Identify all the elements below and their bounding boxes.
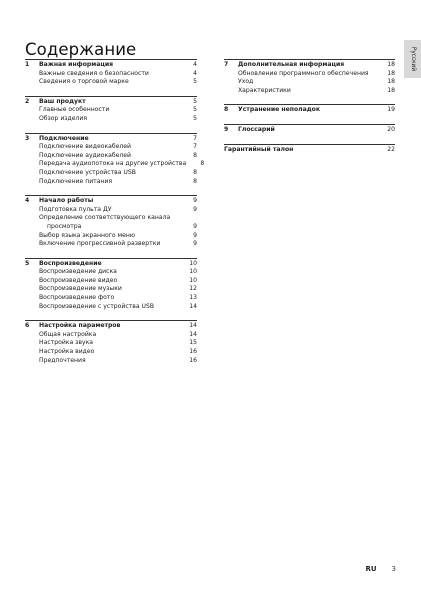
entry-page: 9	[193, 205, 197, 213]
toc-chapter-heading[interactable]	[25, 260, 197, 269]
toc-entry[interactable]	[224, 87, 395, 96]
chapter-title: Настройка параметров	[39, 322, 121, 330]
entry-title: Воспроизведение музыки	[39, 285, 122, 293]
language-side-tab	[404, 40, 421, 78]
entry-title: Обзор изделия	[39, 114, 88, 122]
toc-entry[interactable]	[25, 357, 197, 366]
chapter-number: 9	[224, 125, 229, 133]
chapter-page: 9	[193, 197, 197, 205]
entry-title: Главные особенности	[39, 106, 110, 114]
chapter-title: Гарантийный талон	[224, 145, 294, 153]
chapter-page: 10	[189, 259, 197, 267]
toc-entry[interactable]	[25, 143, 197, 152]
chapter-number: 5	[25, 259, 30, 267]
toc-entry[interactable]	[25, 268, 197, 277]
toc-chapter-heading[interactable]	[224, 106, 395, 115]
entry-page: 9	[193, 231, 197, 239]
toc-section	[25, 258, 197, 312]
entry-page: 13	[189, 294, 197, 302]
entry-page: 14	[189, 330, 197, 338]
chapter-page: 20	[387, 125, 395, 133]
entry-page: 4	[193, 69, 197, 77]
toc-chapter-heading[interactable]	[25, 322, 197, 331]
entry-title: Передача аудиопотока на другие устройства	[39, 160, 187, 168]
entry-title: Уход	[238, 78, 254, 86]
entry-title: Характеристики	[238, 86, 291, 94]
entry-page: 9	[193, 222, 197, 230]
chapter-title: Глоссарий	[238, 125, 275, 133]
entry-title: Общая настройка	[39, 330, 97, 338]
entry-page: 5	[193, 106, 197, 114]
entry-title: Важные сведения о безопасности	[39, 69, 149, 77]
entry-title: просмотра	[47, 222, 82, 230]
toc-entry[interactable]	[25, 232, 197, 241]
toc-entry[interactable]	[25, 115, 197, 124]
toc-entry[interactable]	[25, 303, 197, 312]
toc-section	[224, 144, 395, 155]
chapter-title: Устранение неполадок	[238, 106, 320, 114]
entry-page: 15	[189, 339, 197, 347]
entry-page: 10	[189, 268, 197, 276]
toc-entry[interactable]	[25, 285, 197, 294]
toc-entry[interactable]	[25, 223, 197, 232]
chapter-page: 5	[193, 97, 197, 105]
page-number: 3	[391, 565, 396, 573]
entry-page: 8	[193, 177, 197, 185]
toc-entry[interactable]	[25, 78, 197, 87]
entry-page: 16	[189, 356, 197, 364]
toc-chapter-heading[interactable]	[224, 146, 395, 155]
entry-page: 14	[189, 302, 197, 310]
entry-title: Подключение аудиокабелей	[39, 151, 131, 159]
chapter-title: Начало работы	[39, 197, 94, 205]
entry-page: 9	[193, 240, 197, 248]
entry-title: Включение прогрессивной развертки	[39, 240, 161, 248]
chapter-number: 4	[25, 197, 30, 205]
entry-title: Предпочтения	[39, 356, 86, 364]
entry-page: 18	[387, 69, 395, 77]
entry-page: 5	[193, 114, 197, 122]
toc-entry[interactable]	[224, 70, 395, 79]
toc-chapter-heading[interactable]	[25, 61, 197, 70]
page-title: Содержание	[25, 40, 137, 60]
entry-page: 12	[189, 285, 197, 293]
chapter-page: 4	[193, 61, 197, 68]
chapter-page: 7	[193, 134, 197, 142]
toc-entry[interactable]	[25, 169, 197, 178]
toc-entry[interactable]	[25, 206, 197, 215]
toc-entry[interactable]	[224, 78, 395, 87]
toc-entry[interactable]	[25, 160, 205, 169]
entry-page: 18	[387, 86, 395, 94]
toc-entry[interactable]	[25, 70, 197, 79]
entry-page: 16	[189, 348, 197, 356]
toc-section	[224, 59, 395, 95]
toc-section	[25, 195, 197, 249]
entry-title: Настройка звука	[39, 339, 93, 347]
entry-page: 7	[193, 143, 197, 151]
entry-page: 10	[189, 276, 197, 284]
toc-entry[interactable]	[25, 178, 197, 187]
entry-page: 5	[193, 78, 197, 86]
entry-title: Подготовка пульта ДУ	[39, 205, 112, 213]
toc-left-column	[25, 59, 205, 374]
toc-entry[interactable]	[25, 277, 197, 286]
entry-title: Настройка видео	[39, 348, 95, 356]
toc-entry[interactable]	[25, 106, 197, 115]
toc-right-column	[224, 59, 395, 163]
chapter-number: 6	[25, 322, 30, 330]
entry-title: Подключение питания	[39, 177, 113, 185]
toc-section	[224, 104, 395, 115]
language-tab-label: Русский	[409, 46, 416, 72]
toc-section	[25, 96, 197, 124]
chapter-number: 2	[25, 97, 30, 105]
entry-title: Выбор языка экранного меню	[39, 231, 136, 239]
entry-page: 18	[387, 78, 395, 86]
entry-title: Воспроизведение видео	[39, 276, 118, 284]
toc-chapter-heading[interactable]	[25, 135, 197, 144]
toc-section	[25, 133, 205, 187]
toc-section	[25, 59, 197, 87]
toc-section	[25, 320, 197, 365]
language-code: RU	[365, 565, 377, 573]
entry-title: Обновление программного обеспечения	[238, 69, 369, 77]
chapter-title: Подключение	[39, 134, 89, 142]
page-footer	[365, 565, 396, 573]
toc-section	[224, 124, 395, 135]
toc-chapter-heading[interactable]	[224, 61, 395, 70]
entry-page: 8	[193, 168, 197, 176]
toc-entry[interactable]	[25, 294, 197, 303]
toc-entry[interactable]	[25, 339, 197, 348]
chapter-title: Важная информация	[39, 61, 114, 68]
chapter-title: Воспроизведение	[39, 259, 102, 267]
toc-entry[interactable]	[25, 348, 197, 357]
entry-title: Сведения о торговой марке	[39, 78, 129, 86]
entry-page: 8	[200, 160, 205, 168]
toc-chapter-heading[interactable]	[25, 197, 197, 206]
chapter-title: Ваш продукт	[39, 97, 86, 105]
entry-title: Воспроизведение с устройства USB	[39, 302, 154, 310]
toc-chapter-heading[interactable]	[224, 126, 395, 135]
entry-title: Подключение устройства USB	[39, 168, 136, 176]
chapter-page: 22	[387, 145, 395, 153]
chapter-page: 19	[387, 106, 395, 114]
chapter-number: 8	[224, 106, 229, 114]
entry-page: 8	[193, 151, 197, 159]
toc-entry[interactable]	[25, 240, 197, 249]
entry-title: Воспроизведение диска	[39, 268, 117, 276]
chapter-number: 3	[25, 134, 30, 142]
chapter-number: 7	[224, 61, 229, 68]
entry-title: Воспроизведение фото	[39, 294, 115, 302]
chapter-number: 1	[25, 61, 30, 68]
chapter-page: 14	[189, 322, 197, 330]
entry-title: Определение соответствующего канала	[39, 214, 171, 222]
chapter-title: Дополнительная информация	[238, 61, 345, 68]
toc-entry[interactable]	[25, 214, 197, 223]
chapter-page: 18	[387, 61, 395, 68]
entry-title: Подключение видеокабелей	[39, 143, 131, 151]
